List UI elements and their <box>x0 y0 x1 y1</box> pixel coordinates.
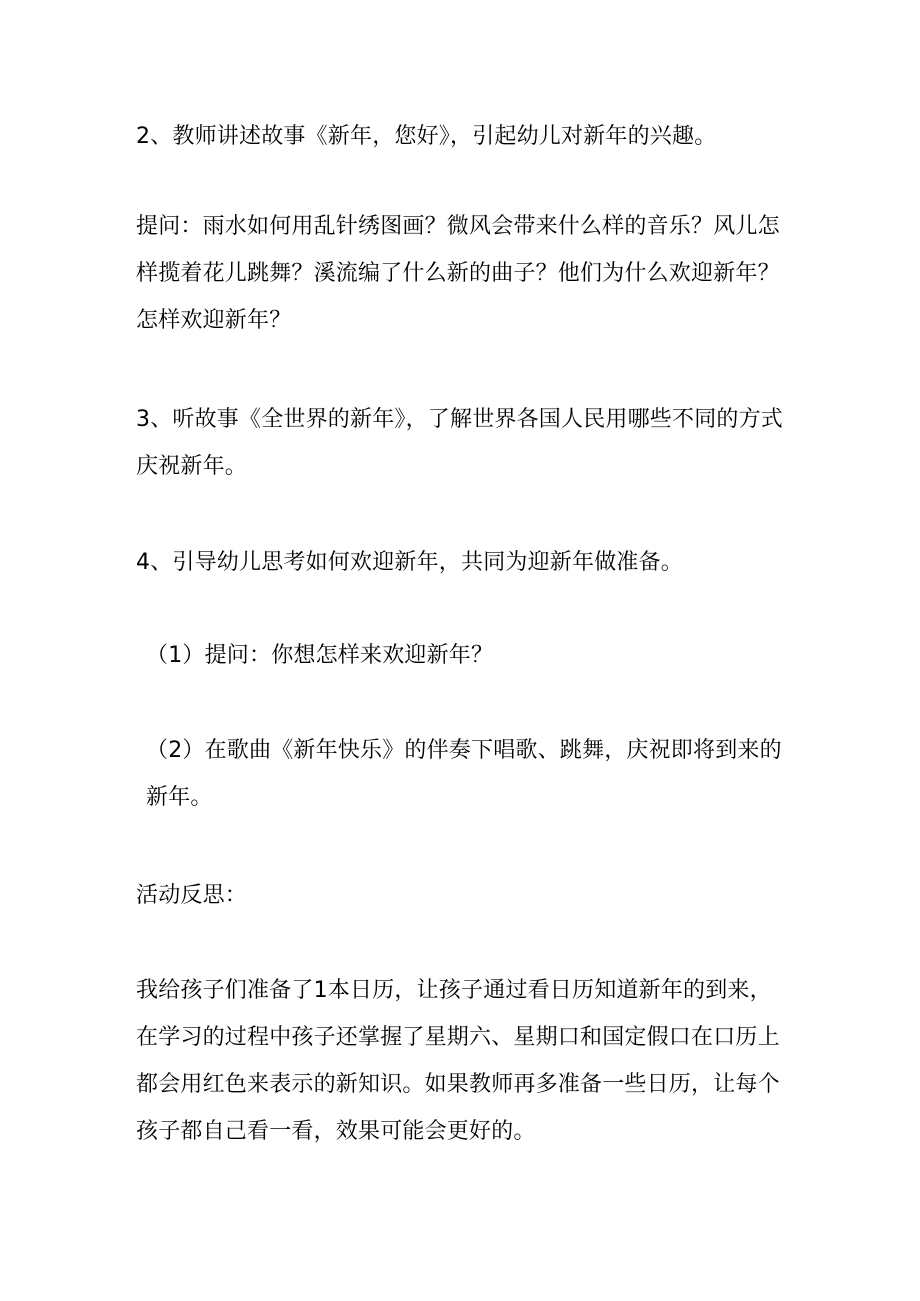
paragraph-substep-1: （1）提问：你想怎样来欢迎新年？ <box>146 643 494 668</box>
paragraph-reflection: 我给孩子们准备了1本日历，让孩子通过看日历知道新年的到来，在学习的过程中孩子还掌握了星期六、星期口和国定假口在口历上都会用红色来表示的新知识。如果教师再多准备一些日历，让每个孩子都自己看一看，效果可能会更好的。 <box>136 978 780 1144</box>
paragraph-substep-2: （2）在歌曲《新年快乐》的伴奏下唱歌、跳舞，庆祝即将到来的新年。 <box>146 738 782 810</box>
heading-activity-reflection: 活动反思： <box>136 883 248 908</box>
paragraph-step-2: 2、教师讲述故事《新年，您好》，引起幼儿对新年的兴趣。 <box>136 124 717 149</box>
paragraph-step-4: 4、引导幼儿思考如何欢迎新年，共同为迎新年做准备。 <box>136 550 683 575</box>
paragraph-step-3: 3、听故事《全世界的新年》，了解世界各国人民用哪些不同的方式庆祝新年。 <box>136 407 783 479</box>
paragraph-questions: 提问：雨水如何用乱针绣图画？微风会带来什么样的音乐？风儿怎样揽着花儿跳舞？溪流编了什么新的曲子？他们为什么欢迎新年？怎样欢迎新年？ <box>136 214 780 333</box>
